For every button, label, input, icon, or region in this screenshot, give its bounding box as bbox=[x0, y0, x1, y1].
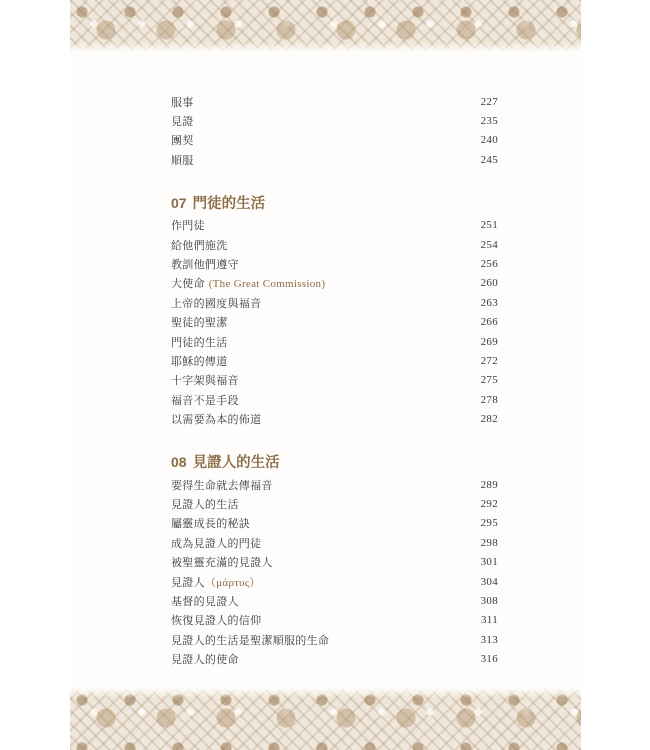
toc-entry[interactable] bbox=[171, 390, 498, 409]
toc-entry[interactable] bbox=[171, 351, 498, 370]
toc-entry-title: 教訓他們遵守 bbox=[171, 258, 239, 272]
toc-entry-title-greek: （μάρτυς） bbox=[204, 576, 261, 589]
toc-entry[interactable] bbox=[171, 371, 498, 390]
chapter-number: 08 bbox=[171, 453, 187, 470]
toc-entry-title: 要得生命就去傳福音 bbox=[171, 478, 273, 492]
toc-entry-page: 278 bbox=[480, 393, 498, 406]
toc-entry-page: 269 bbox=[480, 335, 498, 348]
toc-entry-title: 見證人的生活 bbox=[171, 497, 239, 511]
toc-entry-title: 福音不是手段 bbox=[171, 393, 239, 407]
toc-entry[interactable] bbox=[171, 111, 498, 130]
chapter-heading-07[interactable] bbox=[171, 192, 498, 214]
lace-border-bottom bbox=[70, 688, 581, 750]
toc-entry-title: 門徒的生活 bbox=[171, 335, 228, 349]
toc-entry[interactable] bbox=[171, 591, 498, 610]
toc-entry[interactable] bbox=[171, 494, 498, 513]
table-of-contents bbox=[171, 92, 498, 669]
toc-entry-page: 240 bbox=[480, 134, 498, 147]
toc-entry[interactable] bbox=[171, 630, 498, 649]
toc-entry-title-main: 大使命 bbox=[171, 277, 205, 291]
toc-entry-page: 275 bbox=[480, 374, 498, 387]
toc-entry-title: 順服 bbox=[171, 153, 194, 167]
toc-entry-page: 235 bbox=[480, 115, 498, 128]
toc-entry-page: 272 bbox=[480, 354, 498, 367]
lace-border-top bbox=[70, 0, 581, 52]
toc-entry-page: 256 bbox=[480, 258, 498, 271]
toc-entry-page: 289 bbox=[480, 478, 498, 491]
toc-entry-page: 311 bbox=[481, 614, 498, 627]
toc-entry-title-main: 見證人 bbox=[171, 575, 205, 589]
chapter-title: 門徒的生活 bbox=[192, 195, 266, 213]
toc-entry[interactable] bbox=[171, 313, 498, 332]
toc-entry[interactable] bbox=[171, 649, 498, 668]
toc-entry[interactable] bbox=[171, 332, 498, 351]
toc-entry-page: 301 bbox=[480, 556, 498, 569]
toc-entry-title: 屬靈成長的秘訣 bbox=[171, 517, 251, 531]
toc-entry-page: 304 bbox=[480, 575, 498, 588]
toc-entry[interactable] bbox=[171, 254, 498, 273]
toc-entry-title: 見證人的生活是聖潔順服的生命 bbox=[171, 633, 330, 647]
toc-entry-title-english: (The Great Commission) bbox=[208, 278, 326, 291]
toc-entry-page: 245 bbox=[480, 153, 498, 166]
toc-entry[interactable] bbox=[171, 552, 498, 571]
toc-entry-page: 254 bbox=[480, 238, 498, 251]
toc-entry-title: 聖徒的聖潔 bbox=[171, 316, 228, 330]
toc-entry-page: 282 bbox=[480, 413, 498, 426]
toc-entry-page: 260 bbox=[480, 277, 498, 290]
toc-entry-page: 308 bbox=[480, 594, 498, 607]
toc-entry-page: 266 bbox=[480, 316, 498, 329]
toc-entry-page: 298 bbox=[480, 536, 498, 549]
toc-entry-title: 作門徒 bbox=[171, 219, 205, 233]
book-page bbox=[70, 0, 581, 750]
toc-entry-title: 服事 bbox=[171, 95, 194, 109]
toc-entry-page: 292 bbox=[480, 497, 498, 510]
toc-entry-title: 給他們施洗 bbox=[171, 238, 228, 252]
toc-entry-page: 227 bbox=[480, 95, 498, 108]
toc-entry[interactable] bbox=[171, 131, 498, 150]
toc-entry[interactable] bbox=[171, 572, 498, 591]
chapter-title: 見證人的生活 bbox=[192, 454, 280, 472]
toc-entry[interactable] bbox=[171, 274, 498, 293]
chapter-heading-08[interactable] bbox=[171, 451, 498, 473]
toc-entry-page: 316 bbox=[480, 653, 498, 666]
toc-entry[interactable] bbox=[171, 409, 498, 428]
toc-entry-page: 251 bbox=[480, 219, 498, 232]
toc-entry[interactable] bbox=[171, 235, 498, 254]
toc-entry-title bbox=[171, 574, 261, 590]
toc-entry-title: 上帝的國度與福音 bbox=[171, 296, 262, 310]
toc-entry-title: 以需要為本的佈道 bbox=[171, 413, 262, 427]
toc-entry[interactable] bbox=[171, 92, 498, 111]
toc-entry-title: 見證人的使命 bbox=[171, 653, 239, 667]
toc-entry[interactable] bbox=[171, 150, 498, 169]
chapter-number: 07 bbox=[171, 194, 187, 211]
toc-entry-title: 耶穌的傳道 bbox=[171, 354, 228, 368]
toc-entry-title: 十字架與福音 bbox=[171, 374, 239, 388]
toc-entry[interactable] bbox=[171, 514, 498, 533]
toc-entry-title: 見證 bbox=[171, 115, 194, 129]
toc-entry[interactable] bbox=[171, 611, 498, 630]
toc-entry-page: 313 bbox=[480, 633, 498, 646]
toc-entry[interactable] bbox=[171, 293, 498, 312]
toc-entry-title bbox=[171, 275, 325, 291]
toc-entry-title: 被聖靈充滿的見證人 bbox=[171, 556, 273, 570]
toc-entry-title: 恢復見證人的信仰 bbox=[171, 614, 262, 628]
toc-entry-title: 成為見證人的門徒 bbox=[171, 536, 262, 550]
toc-entry-title: 基督的見證人 bbox=[171, 594, 239, 608]
toc-entry[interactable] bbox=[171, 216, 498, 235]
toc-entry-title: 團契 bbox=[171, 134, 194, 148]
toc-entry[interactable] bbox=[171, 475, 498, 494]
toc-entry-page: 263 bbox=[480, 296, 498, 309]
toc-entry[interactable] bbox=[171, 533, 498, 552]
toc-entry-page: 295 bbox=[480, 517, 498, 530]
